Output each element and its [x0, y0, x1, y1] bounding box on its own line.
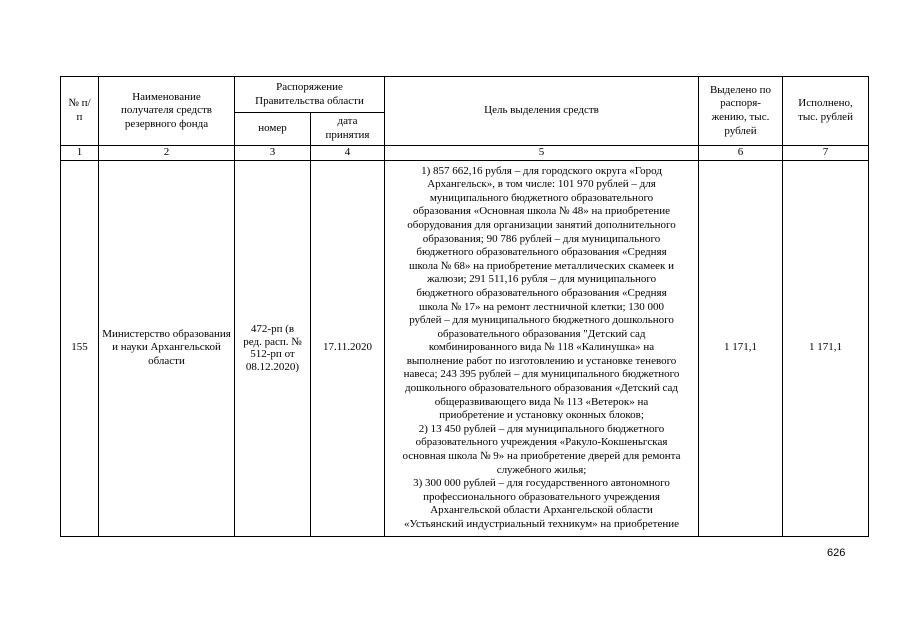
- row-recipient: Министерство образования и науки Архангельской области: [99, 160, 235, 536]
- column-number: 7: [783, 146, 869, 161]
- purpose-line: комбинированного вида № 118 «Калинушка» на: [428, 341, 655, 354]
- purpose-line: «Устьянский индустриальный техникум» на приобретение: [403, 518, 680, 531]
- purpose-line: оборудования для организации занятий дополнительного: [407, 218, 676, 231]
- page-number: 626: [827, 547, 846, 559]
- purpose-line: бюджетного образовательного образования «Средняя: [416, 286, 667, 299]
- purpose-line: образования; 90 786 рублей – для муниципального: [422, 232, 661, 245]
- purpose-line: школа № 68» на приобретение металлических скамеек и: [409, 259, 674, 272]
- header-allocated: Выделено по распоря-жению, тыс. рублей: [699, 77, 783, 146]
- header-order-date: дата принятия: [311, 113, 385, 146]
- purpose-line: школа № 17» на ремонт лестничной клетки; 130 000: [419, 300, 665, 313]
- purpose-line: Архангельской области Архангельской области: [430, 504, 653, 517]
- column-number: 4: [311, 146, 385, 161]
- column-number: 5: [385, 146, 699, 161]
- column-number: 1: [61, 146, 99, 161]
- header-executed: Исполнено, тыс. рублей: [783, 77, 869, 146]
- row-allocated: 1 171,1: [699, 160, 783, 536]
- header-row-1: [61, 77, 869, 113]
- purpose-line: дошкольного образовательного образования «Детский сад: [404, 382, 679, 395]
- column-number: 6: [699, 146, 783, 161]
- column-number-row: [61, 146, 869, 161]
- row-num: 155: [61, 160, 99, 536]
- purpose-line: Архангельск», в том числе: 101 970 рублей – для: [427, 178, 656, 191]
- purpose-line: навеса; 243 395 рублей – для муниципального бюджетного: [403, 368, 680, 381]
- purpose-line: приобретение и установку оконных блоков;: [439, 409, 644, 422]
- column-number: 2: [99, 146, 235, 161]
- purpose-text: [387, 165, 696, 532]
- purpose-line: основная школа № 9» на приобретение дверей для ремонта: [402, 450, 681, 463]
- header-purpose: Цель выделения средств: [385, 77, 699, 146]
- column-number: 3: [235, 146, 311, 161]
- row-executed: 1 171,1: [783, 160, 869, 536]
- purpose-line: образовательного образования "Детский сад: [437, 327, 646, 340]
- header-order-group: Распоряжение Правительства области: [235, 77, 385, 113]
- purpose-line: образовательного учреждения «Ракуло-Кокшеньгская: [415, 436, 668, 449]
- purpose-line: муниципального бюджетного образовательного: [429, 191, 654, 204]
- table-row: [61, 160, 869, 536]
- purpose-line: образования «Основная школа № 48» на приобретение: [412, 205, 671, 218]
- purpose-line: рублей – для муниципального бюджетного дошкольного: [409, 314, 674, 327]
- purpose-line: бюджетного образовательного образования «Средняя: [416, 246, 667, 259]
- purpose-line: 2) 13 450 рублей – для муниципального бюджетного: [418, 422, 665, 435]
- purpose-line: 3) 300 000 рублей – для государственного автономного: [413, 477, 670, 490]
- row-order-date: 17.11.2020: [311, 160, 385, 536]
- purpose-line: выполнение работ по изготовлению и установке теневого: [406, 354, 677, 367]
- purpose-line: служебного жилья;: [496, 463, 587, 476]
- row-purpose: [385, 160, 699, 536]
- header-num: № п/п: [61, 77, 99, 146]
- allocation-table: [60, 76, 869, 537]
- row-order-number: 472-рп (в ред. расп. № 512-рп от 08.12.2020): [235, 160, 311, 536]
- purpose-line: профессионального образовательного учреждения: [423, 490, 660, 503]
- purpose-line: 1) 857 662,16 рубля – для городского округа «Город: [421, 164, 662, 177]
- purpose-line: общеразвивающего вида № 113 «Ветерок» на: [434, 395, 649, 408]
- purpose-line: жалюзи; 291 511,16 рубля – для муниципального: [426, 273, 657, 286]
- header-recipient: Наименование получателя средств резервного фонда: [99, 77, 235, 146]
- header-order-number: номер: [235, 113, 311, 146]
